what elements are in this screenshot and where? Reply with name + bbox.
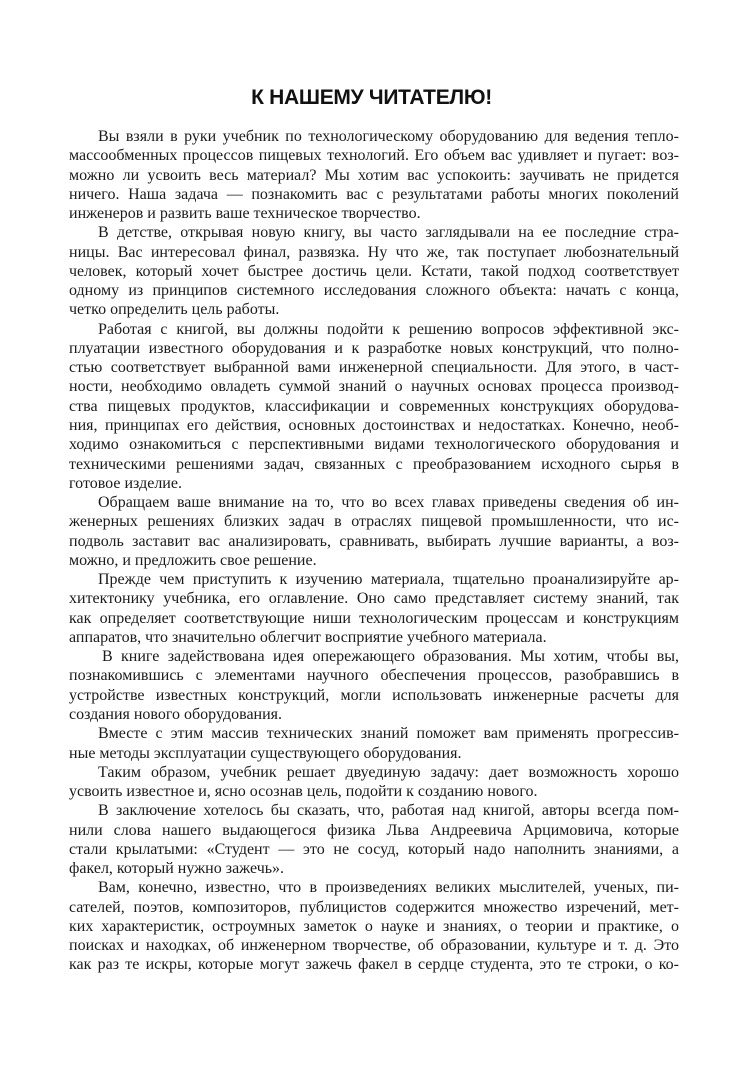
text-line: Таким образом, учебник решает двуединую задачу: дает возможность хорошо	[98, 763, 679, 781]
text-line: ходимо ознакомиться с перспективными видами технологического оборудования и	[69, 436, 679, 454]
text-line: инженеров и развить ваше техническое творчество.	[69, 205, 421, 223]
paragraph	[69, 127, 679, 223]
text-line: В детстве, открывая новую книгу, вы часто заглядывали на ее последние стра-	[98, 224, 679, 242]
text-line: нили слова нашего выдающегося физика Льва Андреевича Арцимовича, которые	[69, 821, 679, 839]
text-line: Работая с книгой, вы должны подойти к решению вопросов эффективной экс-	[98, 320, 679, 338]
text-line: Вместе с этим массив технических знаний поможет вам применять прогрессив-	[98, 725, 679, 743]
paragraph	[69, 763, 679, 802]
paragraph	[69, 493, 679, 570]
page-title: К НАШЕМУ ЧИТАТЕЛЮ!	[251, 86, 492, 109]
text-line: сателей, поэтов, композиторов, публицистов содержится множество изречений, мет-	[69, 898, 679, 916]
text-line: подволь заставит вас анализировать, сравнивать, выбирать лучшие варианты, а воз-	[69, 532, 679, 550]
paragraph	[69, 878, 679, 974]
paragraph	[69, 801, 679, 878]
text-line: усвоить известное и, ясно осознав цель, подойти к созданию нового.	[69, 783, 538, 801]
paragraph	[69, 320, 679, 493]
text-line: можно ли усвоить весь материал? Мы хотим вас успокоить: заучивать не придется	[69, 166, 679, 184]
text-line: можно, и предложить свое решение.	[69, 551, 317, 569]
text-line: стали крылатыми: «Студент — это не сосуд, который надо наполнить знаниями, а	[69, 840, 679, 858]
text-line: Обращаем ваше внимание на то, что во всех главах приведены сведения об ин-	[98, 494, 679, 512]
text-line: четко определить цель работы.	[69, 301, 280, 319]
text-line: как определяет соответствующие ниши технологическим процессам и конструкциям	[69, 609, 679, 627]
text-line: Вы взяли в руки учебник по технологическому оборудованию для ведения тепло-	[98, 128, 679, 145]
text-line: техническими решениями задач, связанных с преобразованием исходного сырья в	[69, 455, 679, 473]
text-line: как раз те искры, которые могут зажечь факел в сердце студента, это те строки, о ко-	[69, 956, 679, 974]
text-line: познакомившись с элементами научного обеспечения процессов, разобравшись в	[69, 667, 679, 685]
text-line: ких характеристик, остроумных заметок о науке и знаниях, о теории и практике, о	[69, 917, 679, 935]
text-line: стью соответствует выбранной вами инженерной специальности. Для этого, в част-	[69, 359, 679, 377]
text-line: аппаратов, что значительно облегчит восприятие учебного материала.	[69, 628, 547, 646]
text-line: В книге задействована идея опережающего образования. Мы хотим, чтобы вы,	[102, 648, 679, 666]
text-line: женерных решениях близких задач в отраслях пищевой промышленности, что ис-	[69, 513, 679, 531]
text-line: ничего. Наша задача — познакомить вас с результатами работы многих поколений	[69, 185, 679, 203]
body-text	[69, 127, 679, 975]
text-line: Прежде чем приступить к изучению материала, тщательно проанализируйте ар-	[98, 571, 679, 589]
text-line: устройстве известных конструкций, могли использовать инженерные расчеты для	[69, 686, 679, 704]
text-line: одному из принципов системного исследования сложного объекта: начать с конца,	[69, 282, 679, 300]
paragraph	[69, 724, 679, 763]
text-line: ния, принципах его действия, основных достоинствах и недостатках. Конечно, необ-	[69, 416, 679, 434]
paragraph	[69, 647, 679, 724]
text-line: поисках и находках, об инженерном творчестве, об образовании, культуре и т. д. Это	[69, 937, 679, 955]
text-line: ницы. Вас интересовал финал, развязка. Ну что же, так поступает любознательный	[69, 243, 679, 261]
paragraph	[69, 223, 679, 319]
paragraph	[69, 570, 679, 647]
text-line: готовое изделие.	[69, 474, 182, 492]
text-line: создания нового оборудования.	[69, 705, 283, 723]
text-line: ные методы эксплуатации существующего оборудования.	[69, 744, 462, 762]
text-line: ства пищевых продуктов, классификации и современных конструкциях оборудова-	[69, 397, 679, 415]
text-line: Вам, конечно, известно, что в произведениях великих мыслителей, ученых, пи-	[98, 879, 679, 897]
text-line: В заключение хотелось бы сказать, что, работая над книгой, авторы всегда пом-	[98, 802, 679, 820]
text-line: массообменных процессов пищевых технологий. Его объем вас удивляет и пугает: воз-	[69, 147, 679, 165]
text-line: плуатации известного оборудования и к разработке новых конструкций, что полно-	[69, 339, 679, 357]
text-line: ности, необходимо овладеть суммой знаний о научных основах процесса производ-	[69, 378, 679, 396]
text-line: человек, который хочет быстрее достичь цели. Кстати, такой подход соответствует	[69, 262, 679, 280]
text-line: факел, который нужно зажечь».	[69, 860, 285, 878]
text-line: хитектонику учебника, его оглавление. Оно само представляет систему знаний, так	[69, 590, 679, 608]
